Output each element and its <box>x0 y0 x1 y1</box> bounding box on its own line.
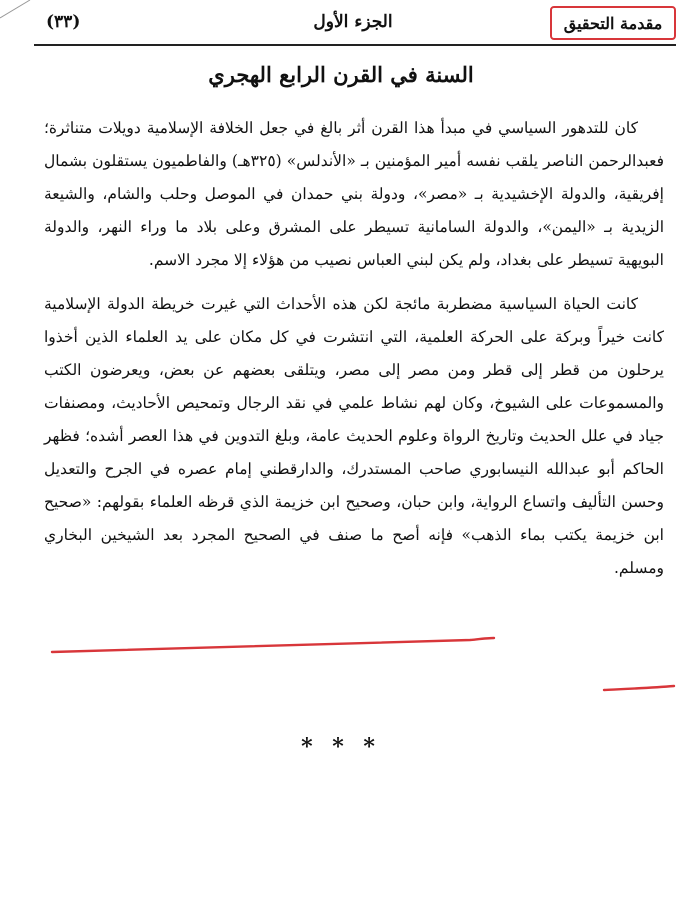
chapter-heading: السنة في القرن الرابع الهجري <box>208 62 474 87</box>
section-title-highlighted: مقدمة التحقيق <box>550 6 676 40</box>
paragraph-1: كان للتدهور السياسي في مبدأ هذا القرن أثر بالغ في جعل الخلافة الإسلامية دويلات متناثرة؛ فعبدالرحمن الناصر يلقب نفسه أمير المؤمنين بـ «الأندلس» (٣٢٥هـ) والفاطميون يستقلون بشمال إفريقية، والدولة الإخشيدية بـ «مصر»، ودولة بني حمدان في الموصل وحلب والشام، والشيعة الزيدية بـ «اليمن»، والدولة السامانية تسيطر على المشرق وعلى بلاد ما وراء النهر، والدولة البويهية تسيطر على بغداد، ولم يكن لبني العباس نصيب من هؤلاء إلا مجرد الاسم. <box>44 119 664 269</box>
volume-label: الجزء الأول <box>313 12 393 32</box>
page-number: (٣٣) <box>46 12 81 32</box>
section-end-marker: * * * <box>301 734 381 760</box>
paragraph-2: كانت الحياة السياسية مضطربة مائجة لكن هذه الأحداث التي غيرت خريطة الدولة الإسلامية كانت خيراً وبركة على الحركة العلمية، التي انتشرت في كل مكان على يد العلماء الذين أخذوا يرحلون من قطر إلى قطر ومن مصر إلى مصر، ويتلقى بعضهم عن بعض، ويعرضون الكتب والمسموعات على الشيوخ، وكان لهم نشاط علمي في نقد الرجال وتمحيص الأحاديث، ومصنفات جياد في علل الحديث وتاريخ الرواة وعلوم الحديث عامة، وبلغ التدوين في هذا العصر أشده؛ فظهر الحاكم أبو عبدالله النيسابوري صاحب المستدرك، والدارقطني إمام عصره في الجرح والتعديل وحسن التأليف واتساع الرواية، وابن حبان، وصحيح ابن خزيمة الذي قرظه العلماء بقولهم: «صحيح ابن خزيمة يكتب بماء الذهب» فإنه أصح ما صنف في الصحيح المجرد بعد الشيخين البخاري ومسلم. <box>44 295 664 577</box>
